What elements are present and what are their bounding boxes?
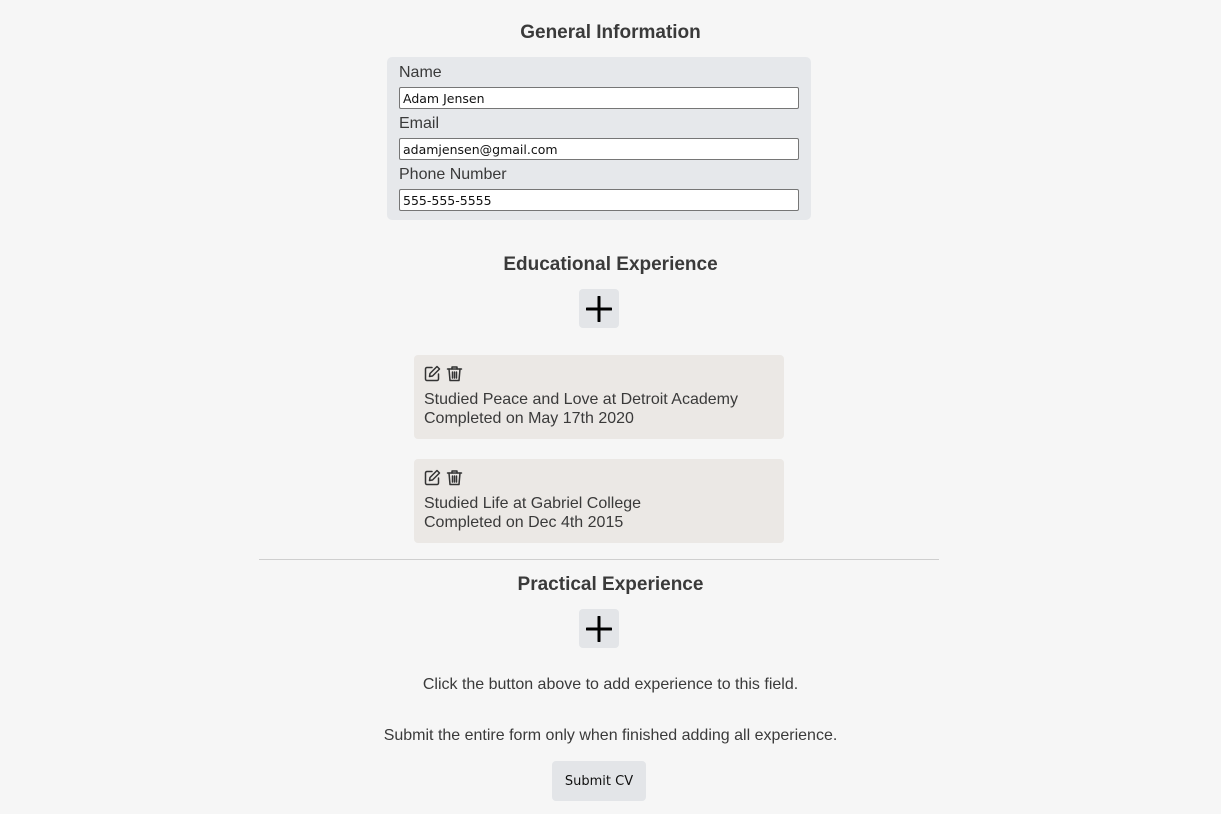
education-entry xyxy=(414,459,784,543)
phone-number-label: Phone Number xyxy=(399,166,507,183)
plus-icon xyxy=(586,616,612,642)
add-practical-experience-button[interactable] xyxy=(579,609,619,648)
email-input[interactable] xyxy=(399,138,799,160)
edit-icon[interactable] xyxy=(424,469,441,486)
trash-icon[interactable] xyxy=(446,469,463,486)
plus-icon xyxy=(586,296,612,322)
practical-experience-title: Practical Experience xyxy=(517,574,704,595)
general-information-title: General Information xyxy=(520,22,701,43)
education-entry-description: Studied Peace and Love at Detroit Academy xyxy=(424,391,738,408)
education-entry-completion: Completed on Dec 4th 2015 xyxy=(424,514,624,531)
education-entry-completion: Completed on May 17th 2020 xyxy=(424,410,634,427)
name-input[interactable] xyxy=(399,87,799,109)
email-label: Email xyxy=(399,115,440,132)
submit-note: Submit the entire form only when finished adding all experience. xyxy=(383,727,838,744)
submit-cv-button[interactable]: Submit CV xyxy=(552,761,646,801)
section-divider xyxy=(259,559,939,560)
practical-experience-hint: Click the button above to add experience to this field. xyxy=(422,676,799,693)
edit-icon[interactable] xyxy=(424,365,441,382)
education-entry-description: Studied Life at Gabriel College xyxy=(424,495,642,512)
education-entry xyxy=(414,355,784,439)
phone-number-input[interactable] xyxy=(399,189,799,211)
educational-experience-title: Educational Experience xyxy=(503,254,718,275)
general-information-form xyxy=(387,57,811,220)
add-education-button[interactable] xyxy=(579,289,619,328)
trash-icon[interactable] xyxy=(446,365,463,382)
name-label: Name xyxy=(399,64,442,81)
